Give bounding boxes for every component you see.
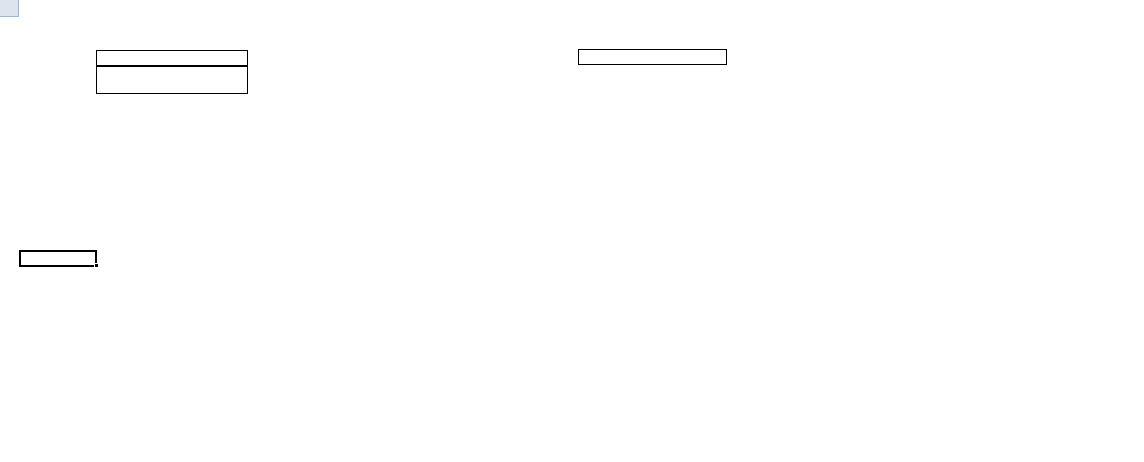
- period-field[interactable]: [96, 66, 248, 94]
- bfs-number-field[interactable]: [96, 50, 248, 66]
- active-cell-a12[interactable]: [19, 250, 97, 267]
- select-all-corner[interactable]: [0, 0, 19, 17]
- political-municipality-field[interactable]: [578, 49, 727, 65]
- fill-handle[interactable]: [94, 263, 99, 268]
